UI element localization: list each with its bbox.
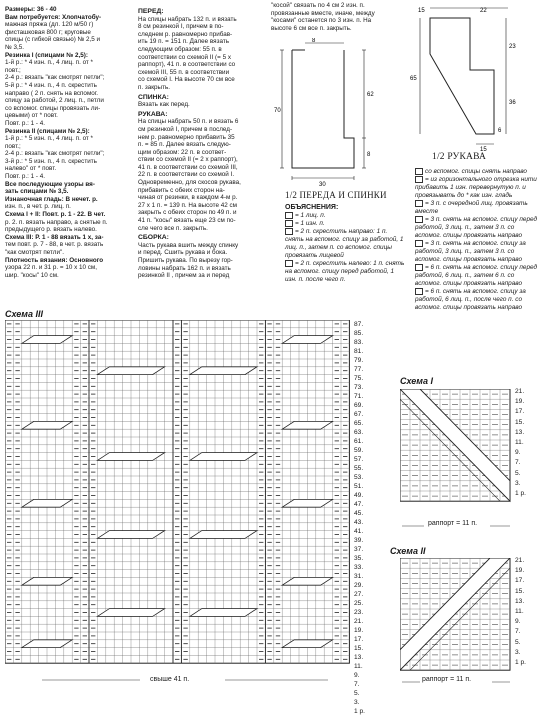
- text-line: мажная пряжа (дл. 120 м/50 г): [5, 21, 94, 29]
- legend-symbol-icon: [285, 220, 293, 227]
- schema3-footer: свыше 41 п.: [150, 676, 190, 683]
- materials-column: [5, 6, 133, 279]
- legend-items: [285, 212, 405, 284]
- front-dim-8: 8: [367, 152, 371, 158]
- text-line: см резинкой I, причем в послед-: [138, 125, 233, 133]
- text-line: 22 п. в соответствии со схемой I.: [138, 171, 235, 179]
- row-label: 9.: [515, 449, 521, 457]
- text-line: спицы (с гибкой связью) № 2,5 и: [5, 36, 101, 44]
- text-line: Схема III: Р. 1 - 88 вязать 1 х, за-: [5, 233, 104, 241]
- text-line: РУКАВА:: [138, 110, 168, 118]
- sleeve-outline: [430, 18, 494, 134]
- legend-text: = 3 п. снять на вспомог. спицу перед работой, 3 лиц. п., затем 3 п. со вспомог. спицы провязать направо: [415, 216, 538, 239]
- text-line: п. = 85 п. Далее вязать следую-: [138, 141, 231, 149]
- text-line: повт.;: [5, 66, 21, 74]
- text-line: тем повт. р. 7 - 88, в чет. р. вязать: [5, 241, 104, 249]
- row-label: 75.: [354, 375, 364, 382]
- text-line: со вспомог. спицы провязать ли-: [5, 104, 101, 112]
- row-label: 19.: [515, 567, 525, 575]
- legend-symbol-icon: [285, 260, 293, 267]
- row-label: 13.: [354, 654, 364, 661]
- row-label: 85.: [354, 330, 364, 337]
- legend-symbol-icon: [415, 176, 423, 183]
- row-label: 7.: [515, 459, 521, 467]
- text-line: спицу за работой, 2 лиц. п., петли: [5, 97, 104, 105]
- text-line: чиная от резинки, в каждом 4-м р.: [138, 194, 238, 202]
- text-line: "косой" связать по 4 см 2 изн. п.: [271, 2, 365, 9]
- cable-cross-mark: [190, 609, 257, 617]
- text-line: предыдущего р. вязать налево.: [5, 226, 97, 234]
- row-label: 9.: [515, 618, 521, 626]
- cable-cross-mark: [190, 453, 257, 461]
- schema2-grid: [400, 558, 512, 672]
- legend-text: = из горизонтального отрезка нити прибавить 1 изн. перевернутую п. и провязывать до * как изн. гладь: [415, 176, 537, 200]
- front-dim-height: 70: [274, 108, 281, 114]
- row-label: 5.: [515, 638, 521, 646]
- legend-text: = 3 п. снять на вспомог. спицу за работой, 3 лиц. п., затем 3 п. со вспомог. спицы провязать направо: [415, 240, 526, 263]
- legend-item: [285, 212, 405, 220]
- legend-item: [285, 260, 405, 284]
- text-line: ствии со схемой II (= 2 х раппорт),: [138, 156, 238, 164]
- row-label: 19.: [354, 627, 364, 634]
- text-line: резинкой II , причем за и перед: [138, 272, 230, 280]
- text-line: Все последующие узоры вя-: [5, 180, 95, 188]
- legend-text: = 2 п. скрестить направо: 1 п. снять на вспомог. спицу за работой, 1 лиц. п., затем п. со вспомог. спицы провязать лицевой: [285, 228, 404, 259]
- row-label: 11.: [515, 608, 524, 616]
- text-line: п. закрыть.: [138, 83, 170, 91]
- row-label: 71.: [354, 393, 364, 400]
- legend-text: со вспомог. спицы снять направо: [425, 168, 527, 176]
- row-label: 61.: [354, 438, 364, 445]
- row-label: 59.: [354, 447, 364, 454]
- collar-lines: [271, 2, 401, 32]
- row-label: 77.: [354, 366, 364, 373]
- cable-cross-mark: [97, 453, 164, 461]
- front-dim-width: 30: [319, 182, 326, 188]
- schema1-title: Схема I: [400, 376, 433, 386]
- row-label: 15.: [515, 587, 525, 595]
- row-label: 5.: [515, 469, 521, 477]
- text-line: изн. п., в чет. р. лиц. п.: [5, 203, 71, 211]
- text-line: 8 см резинкой I, причем в по-: [138, 23, 224, 31]
- legend-text: = 6 п. снять на вспомог. спицу перед работой, 6 лиц. п., затем 6 п. со вспомог. спицы провязать направо: [415, 264, 538, 287]
- text-line: направо ( 2 п. снять на вспомог.: [5, 89, 99, 97]
- sleeve-dim-15-top: 15: [418, 8, 425, 14]
- legend-text: = 3 п. с очередной лиц. провязать вместе: [415, 200, 528, 216]
- text-line: Резинка II (спицами № 2,5):: [5, 127, 90, 135]
- legend-item: [415, 216, 540, 240]
- text-line: следующим образом: 55 п. в: [138, 45, 222, 53]
- row-label: 21.: [354, 618, 364, 625]
- row-label: 27.: [354, 591, 364, 598]
- row-label: 41.: [354, 528, 364, 535]
- cable-cross-mark: [190, 531, 257, 539]
- legend-text: = 1 лиц. п.: [295, 212, 326, 220]
- instructions-text: [138, 8, 266, 280]
- sleeve-dim-15-bottom: 15: [480, 147, 487, 152]
- text-line: Размеры: 36 - 40: [5, 6, 57, 13]
- row-label: 17.: [354, 636, 364, 643]
- text-line: Плотность вязания: Основного: [5, 256, 104, 264]
- text-line: 41 п. в соответствии со схемой III,: [138, 163, 238, 171]
- sleeve-dim-36: 36: [509, 100, 516, 106]
- row-label: 21.: [515, 557, 525, 564]
- text-line: схемой III, 55 п. в соответствии: [138, 68, 230, 76]
- front-outline: [292, 50, 354, 168]
- sleeve-dim-6: 6: [498, 128, 502, 134]
- row-label: 25.: [354, 600, 364, 607]
- row-label: 13.: [515, 597, 525, 605]
- row-label: 37.: [354, 546, 364, 553]
- schema1-row-labels: [515, 387, 545, 499]
- instructions-column: [138, 6, 266, 280]
- front-dim-top: 8: [312, 38, 316, 44]
- row-label: 83.: [354, 339, 364, 346]
- text-line: На спицы набрать 50 п. и вязать 6: [138, 118, 239, 126]
- schema1-footer-arrow: [400, 522, 512, 530]
- text-line: Повт. р.: 1 - 4.: [5, 119, 46, 127]
- row-label: 1 р.: [354, 708, 365, 715]
- text-line: ПЕРЕД:: [138, 8, 164, 15]
- row-label: 3.: [515, 479, 521, 487]
- row-label: 11.: [354, 663, 363, 670]
- text-line: закрыть с обеих сторон по 49 п. и: [138, 209, 237, 217]
- schema2-footer-arrow: [400, 678, 512, 686]
- row-label: 39.: [354, 537, 364, 544]
- text-line: следнем р. равномерно прибав-: [138, 30, 233, 38]
- text-line: Часть рукава вшить между спинку: [138, 241, 239, 249]
- front-dim-62: 62: [367, 92, 374, 98]
- row-label: 49.: [354, 492, 364, 499]
- text-line: "косами" останется по 3 изн. п. На: [271, 17, 372, 25]
- schema3-row-labels: [354, 320, 384, 716]
- sleeve-dim-22: 22: [480, 8, 487, 14]
- text-line: сле чего все п. закрыть.: [138, 224, 208, 232]
- text-line: прибавить с обеих сторон на-: [138, 186, 225, 194]
- sleeve-dim-65: 65: [410, 76, 417, 82]
- text-line: Схема I + II: Повт. р. 1 - 22. В чет.: [5, 211, 106, 219]
- legend-symbol-icon: [415, 264, 423, 271]
- row-label: 15.: [515, 418, 525, 426]
- row-label: 79.: [354, 357, 364, 364]
- row-label: 5.: [354, 690, 360, 697]
- front-caption: 1/2 ПЕРЕДА И СПИНКИ: [285, 190, 387, 200]
- row-label: 21.: [515, 388, 525, 395]
- text-line: 1-й р.: * 5 изн. п., 4 лиц. п. от *: [5, 135, 94, 143]
- text-line: соответствии со схемой II (= 5 х: [138, 53, 231, 61]
- text-line: раппорт), 41 п. в соответствии со: [138, 61, 236, 69]
- row-label: 51.: [354, 483, 364, 490]
- text-line: фисташковая 800 г; круговые: [5, 28, 91, 36]
- text-line: 27 х 1 п. = 139 п. На высоте 42 см: [138, 201, 237, 209]
- legend-title: ОБЪЯСНЕНИЯ:: [285, 204, 339, 211]
- text-line: Одновременно, для скосов рукава,: [138, 179, 241, 187]
- row-label: 63.: [354, 429, 364, 436]
- schema1-footer: раппорт = 11 п.: [428, 520, 478, 527]
- schema3-title: Схема III: [5, 309, 43, 319]
- legend-left: [285, 204, 405, 284]
- legend-item: [415, 240, 540, 264]
- text-line: СПИНКА:: [138, 93, 169, 101]
- row-label: 17.: [515, 408, 525, 416]
- row-label: 7.: [354, 681, 360, 688]
- text-line: Резинка I (спицами № 2,5):: [5, 51, 88, 59]
- schema2-footer: раппорт = 11 п.: [422, 676, 472, 683]
- row-label: 43.: [354, 519, 364, 526]
- legend-symbol-icon: [285, 228, 293, 235]
- cable-cross-mark: [97, 531, 164, 539]
- row-label: 33.: [354, 564, 364, 571]
- row-label: 29.: [354, 582, 364, 589]
- legend-symbol-icon: [415, 240, 423, 247]
- row-label: 3.: [515, 648, 521, 656]
- legend-right: [415, 168, 540, 312]
- sleeve-caption: 1/2 РУКАВА: [432, 152, 487, 162]
- schema2-title: Схема II: [390, 546, 426, 556]
- legend-symbol-icon: [285, 212, 293, 219]
- text-line: цевыми) от * повт.: [5, 112, 58, 120]
- row-label: 73.: [354, 384, 364, 391]
- row-label: 23.: [354, 609, 364, 616]
- row-label: 47.: [354, 501, 364, 508]
- legend-symbol-icon: [415, 216, 423, 223]
- text-line: повт.;: [5, 142, 21, 150]
- sleeve-schematic: [408, 4, 538, 152]
- row-label: 69.: [354, 402, 364, 409]
- schema1-grid: [400, 389, 512, 503]
- row-label: 87.: [354, 321, 364, 328]
- cable-cross-mark: [97, 367, 164, 375]
- legend-item: [415, 168, 540, 176]
- text-line: 41 п. "косы" вязать еще 23 см по-: [138, 217, 236, 225]
- legend-item: [285, 220, 405, 228]
- legend-symbol-icon: [415, 288, 423, 295]
- row-label: 55.: [354, 465, 364, 472]
- text-line: Повт. р.: 1 - 4.: [5, 173, 46, 181]
- text-line: 5-й р.: * 4 изн. п., 4 п. скрестить: [5, 81, 97, 89]
- text-line: налево" от * повт.: [5, 165, 57, 173]
- text-line: щим образом: 22 п. в соответ-: [138, 148, 227, 156]
- text-line: СБОРКА:: [138, 234, 169, 242]
- text-line: "как смотрят петли".: [5, 249, 64, 256]
- text-line: ить 19 п. = 151 п. Далее вязать: [138, 38, 229, 46]
- collar-text: [271, 2, 401, 32]
- schema3-footer-arrow: [40, 676, 330, 684]
- legend-text: = 2 п. скрестить налево: 1 п. снять на вспомог. спицу перед работой, 1 изн. п. после чего п.: [285, 260, 405, 283]
- legend-item: [415, 288, 540, 312]
- row-label: 17.: [515, 577, 525, 585]
- text-line: На спицы набрать 132 п. и вязать: [138, 15, 237, 23]
- row-label: 11.: [515, 439, 524, 447]
- sleeve-dim-23: 23: [509, 44, 516, 50]
- legend-item: [415, 176, 540, 200]
- row-label: 13.: [515, 428, 525, 436]
- legend-symbol-icon: [415, 200, 423, 207]
- row-label: 67.: [354, 411, 364, 418]
- legend-item: [415, 200, 540, 216]
- row-label: 45.: [354, 510, 364, 517]
- row-label: 81.: [354, 348, 364, 355]
- text-line: Пришить рукава. По вырезу гор-: [138, 257, 233, 264]
- text-line: со схемой I. На высоте 70 см все: [138, 76, 235, 84]
- text-line: р. 2. п. вязать направо, а снятые п.: [5, 218, 108, 226]
- row-label: 7.: [515, 628, 521, 636]
- text-line: Вам потребуется: Хлопчатобу-: [5, 13, 102, 21]
- legend-item: [285, 228, 405, 260]
- legend-items-right: [415, 168, 540, 312]
- text-line: шир. "косы" 10 см.: [5, 271, 59, 279]
- text-line: нем р. равномерно прибавить 35: [138, 133, 235, 141]
- text-line: Изнаночная гладь: В нечет. р.: [5, 195, 98, 203]
- row-label: 3.: [354, 699, 360, 706]
- legend-item: [415, 264, 540, 288]
- row-label: 65.: [354, 420, 364, 427]
- row-label: 53.: [354, 474, 364, 481]
- row-label: 1 р.: [515, 490, 526, 498]
- text-line: № 3,5.: [5, 43, 25, 51]
- text-line: 2-4 р.: вязать "как смотрят петли";: [5, 74, 105, 82]
- row-label: 31.: [354, 573, 364, 580]
- front-back-schematic: [272, 38, 382, 188]
- text-line: ловины набрать 162 п. и вязать: [138, 264, 231, 272]
- row-label: 57.: [354, 456, 364, 463]
- text-line: Вязать как перед.: [138, 101, 190, 109]
- legend-text: = 1 изн. п.: [295, 220, 325, 228]
- text-line: 3-й р.: * 5 изн. п., 4 п. скрестить: [5, 157, 97, 165]
- row-label: 35.: [354, 555, 364, 562]
- row-label: 9.: [354, 672, 360, 679]
- legend-text: = 6 п. снять на вспомог. спицу за работой, 6 лиц. п., после чего п. со вспомог. спицы провязать направо: [415, 287, 526, 311]
- schema3-grid: [5, 320, 353, 666]
- text-line: и перед. Сшить рукава и бока.: [138, 249, 228, 257]
- text-line: узора 22 п. и 31 р. = 10 х 10 см,: [5, 264, 97, 272]
- schema2-row-labels: [515, 556, 545, 668]
- row-label: 19.: [515, 398, 525, 406]
- materials-text: [5, 6, 133, 279]
- row-label: 15.: [354, 645, 364, 652]
- legend-symbol-icon: [415, 168, 423, 175]
- text-line: 2-4 р.: вязать "как смотрят петли";: [5, 150, 105, 158]
- text-line: зать спицами № 3,5.: [5, 188, 69, 196]
- text-line: высоте 6 см все п. закрыть.: [271, 24, 352, 32]
- cable-cross-mark: [190, 367, 257, 375]
- row-label: 1 р.: [515, 659, 526, 667]
- text-line: провязанные вместе, иначе, между: [271, 9, 375, 17]
- cable-cross-mark: [97, 609, 164, 617]
- text-line: 1-й р.: * 4 изн. п., 4 лиц. п. от *: [5, 59, 94, 67]
